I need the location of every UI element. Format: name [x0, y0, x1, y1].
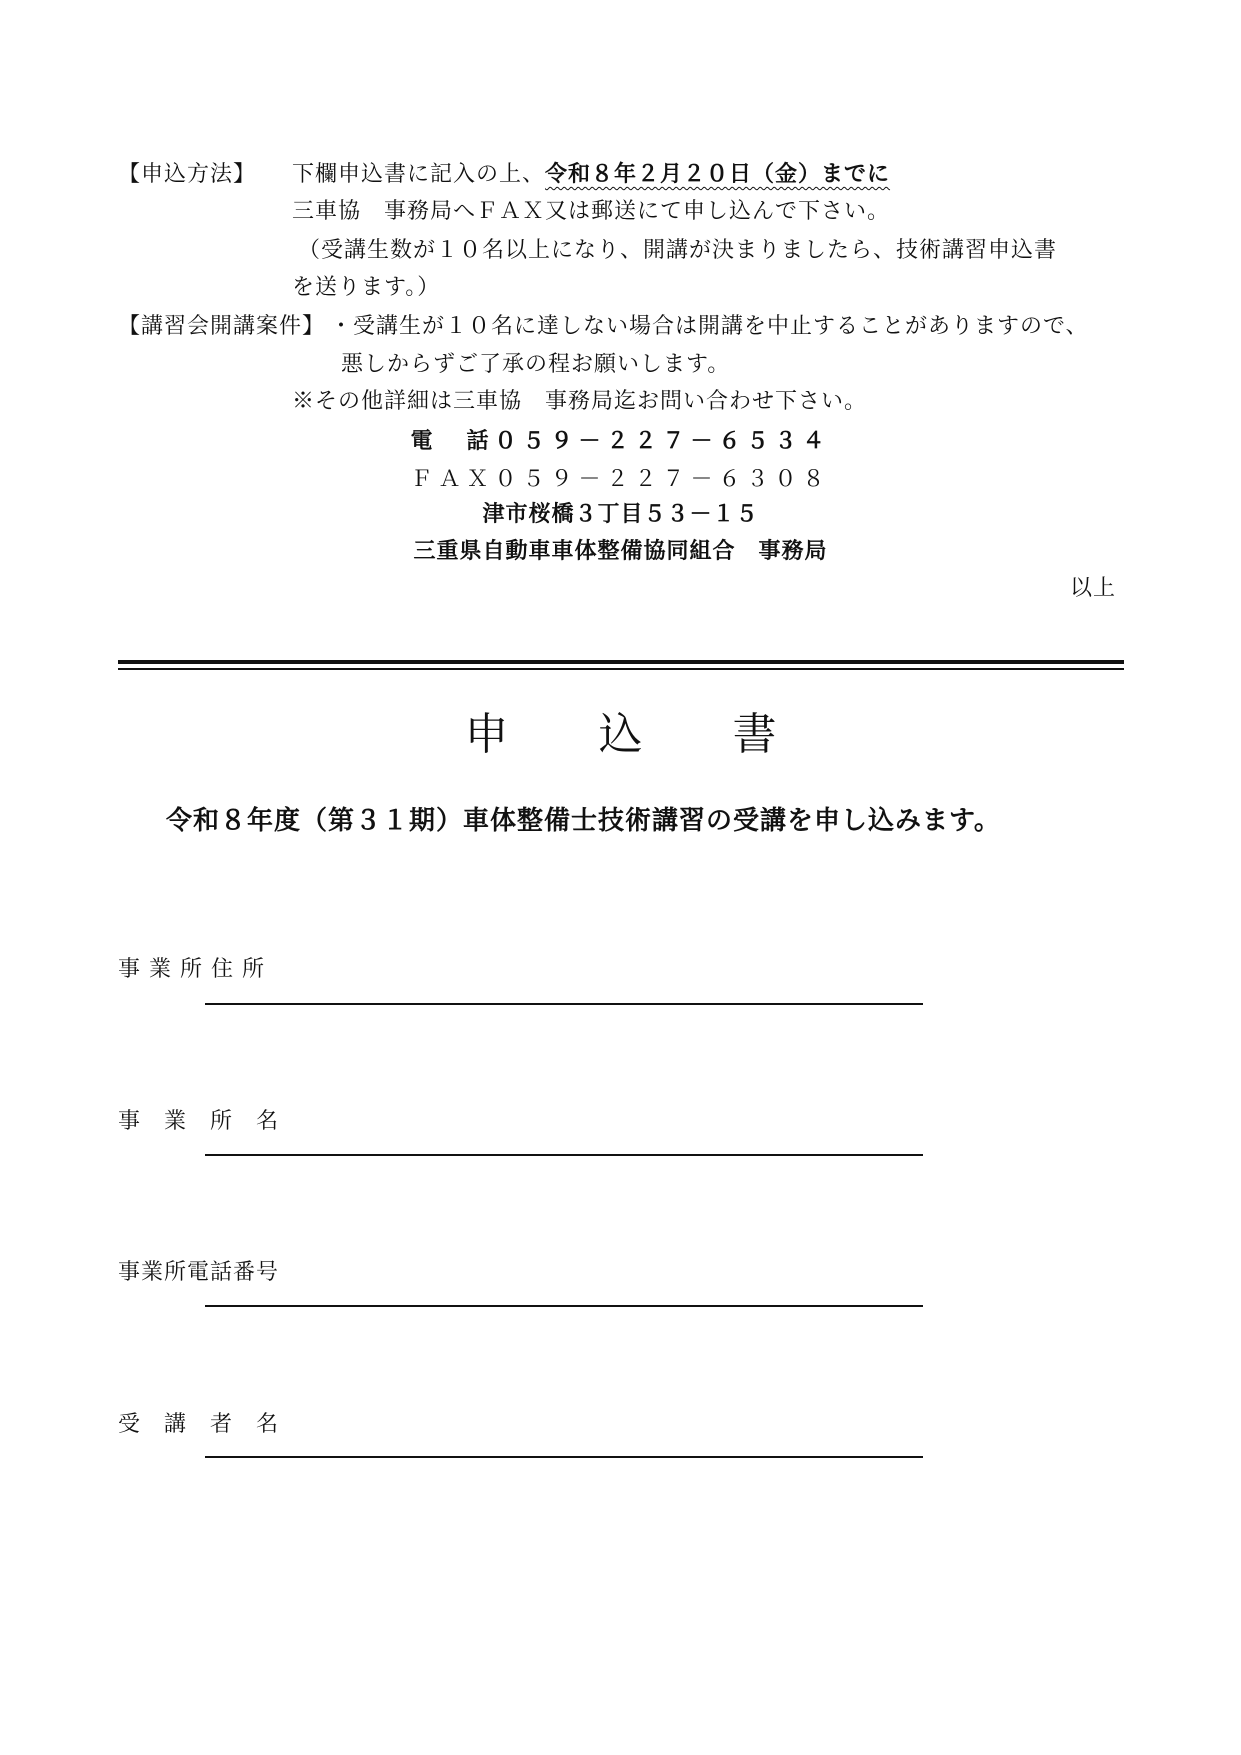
deadline: 令和８年２月２０日（金）までに: [545, 162, 891, 187]
field-label-phone: 事業所電話番号: [118, 1260, 280, 1285]
field-input-trainee-name[interactable]: [205, 1456, 923, 1458]
divider-thin: [118, 668, 1124, 670]
field-input-office-name[interactable]: [205, 1154, 923, 1156]
field-input-address[interactable]: [205, 1003, 923, 1005]
method-line-2: 三車協 事務局へＦＡＸ又は郵送にて申し込んで下さい。: [292, 199, 891, 224]
field-input-phone[interactable]: [205, 1305, 923, 1307]
form-title-char-1: 申: [464, 709, 509, 760]
method-line-1: [292, 160, 890, 190]
field-label-trainee-name: 受 講 者 名: [118, 1412, 280, 1437]
contact-org: 三重県自動車車体整備協同組合 事務局: [413, 539, 828, 564]
field-label-office-name: 事 業 所 名: [118, 1109, 280, 1134]
form-title: [0, 698, 1241, 762]
form-title-char-3: 書: [732, 709, 777, 760]
divider-thick: [118, 660, 1124, 664]
conditions-line-2: 悪しからずご了承の程お願いします。: [341, 352, 731, 377]
conditions-label: 【講習会開講案件】: [118, 314, 326, 339]
field-label-address: 事 業 所 住 所: [118, 957, 265, 982]
form-headline: 令和８年度（第３１期）車体整備士技術講習の受講を申し込みます。: [166, 806, 1001, 836]
method-label: 【申込方法】: [118, 162, 257, 187]
contact-tel: 電 話０５９－２２７－６５３４: [410, 429, 831, 454]
inquiry-note: ※その他詳細は三車協 事務局迄お問い合わせ下さい。: [292, 389, 868, 414]
method-line-4: を送ります。）: [292, 275, 441, 300]
closing-text: 以上: [1070, 576, 1117, 601]
method-line-3: （受講生数が１０名以上になり、開講が決まりましたら、技術講習申込書: [298, 238, 1058, 263]
contact-fax: ＦＡＸ０５９－２２７－６３０８: [410, 467, 831, 492]
conditions-line-1: ・受講生が１０名に達しない場合は開講を中止することがありますので、: [330, 314, 1089, 339]
method-line-1-text: 下欄申込書に記入の上、: [292, 162, 546, 187]
contact-address: 津市桜橋３丁目５３－１５: [482, 502, 759, 527]
form-title-char-2: 込: [598, 709, 643, 760]
